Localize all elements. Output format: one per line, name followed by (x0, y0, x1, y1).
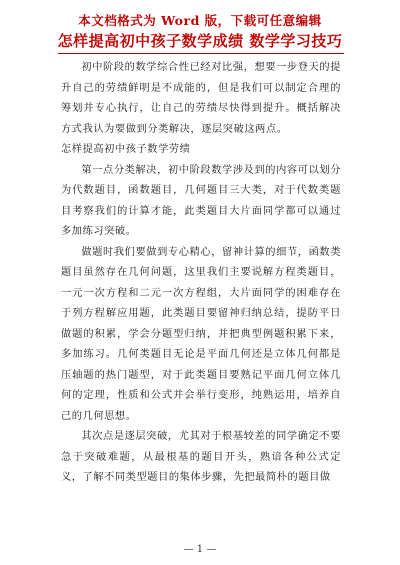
title-divider (58, 53, 344, 54)
paragraph-classification: 第一点分类解决，初中阶段数学涉及到的内容可以划分为代数题目，函数题目，几何题目三大类，对于代数类题目考察我们的计算才能，此类题目大片面同学都可以通过多加练习突破。 (61, 164, 341, 237)
page-number: — 1 — (183, 544, 217, 555)
word-format-banner: 本文档格式为 Word 版，下载可任意编辑 (78, 13, 322, 28)
paragraph-step-by-step: 其次点是逐层突破，尤其对于根基较差的同学确定不要急于突破难题，从最根基的题目开头，熟谙各种公式定义，了解不同类型题目的集体步骤，先把最简朴的题目做 (61, 431, 341, 483)
document-body (61, 58, 341, 489)
page-title: 怎样提高初中孩子数学成绩 数学学习技巧 (57, 32, 343, 50)
paragraph-problem-solving: 做题时我们要做到专心精心，留神计算的细节，函数类题目虽然存在几何问题，这里我们主要说解方程类题目，一元一次方程和二元一次方程组，大片面同学的困难存在于列方程解应用题，此类题目要留神归纳总结，提防平日做题的积累，学会分题型归纳，并把典型例题积累下来，多加练习。几何类题目无论是平面几何还是立体几何都是压轴题的热门题型，对于此类题目要熟记平面几何立体几何的定理，性质和公式并会举行变形，纯熟运用，培养自己的几何思想。 (61, 246, 341, 422)
paragraph-intro: 初中阶段的数学综合性已经对比强，想要一步登天的提升自己的劳绩鲜明是不成能的，但是我们可以制定合理的筹划并专心执行，让自己的劳绩尽快得到提升。概括解决方式我认为要做到分类解决，逐层突破这两点。 (61, 62, 341, 135)
section-heading: 怎样提高初中孩子数学劳绩 (61, 144, 191, 155)
